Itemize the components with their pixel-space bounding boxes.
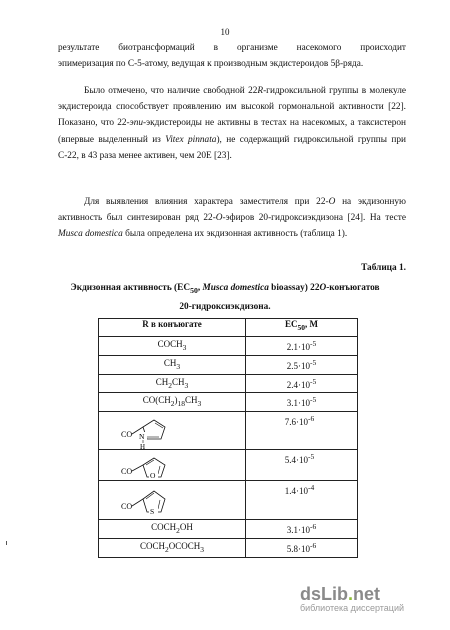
table-title: Экдизонная активность ($EC_{50}$, Musca domestica bioassay) 22O-конъюгатов 20-гидроксиэкдизона. [70,283,380,313]
table-row [99,337,358,356]
watermark-subtitle: библиотека диссертаций [300,603,405,613]
table-row [99,520,358,539]
cell-r-substituent: $CO(CH_2)_{18}CH_3$ [99,393,246,412]
table-caption: Таблица 1. [361,263,406,273]
table-row [99,412,358,450]
table-row [99,355,358,374]
thiophene-carbonyl-structure [99,481,245,519]
cell-ec50: $3.1\cdot 10^{-5}$ [246,393,358,412]
cell-ec50: $2.4\cdot 10^{-5}$ [246,374,358,393]
column-header-ec50: $EC_{50}$, M [246,319,358,337]
cell-ec50: $7.6\cdot 10^{-6}$ [246,412,358,450]
table-row [99,393,358,412]
table-row [99,481,358,520]
pyrrole-carbonyl-structure [99,412,245,449]
structure-atom-label: CO [121,430,133,440]
table-header-row [99,319,358,337]
structure-atom-label: H [140,443,146,450]
column-header-r: R в конъюгате [99,319,246,337]
watermark [300,584,440,613]
cell-r-substituent: $COCH_2OCOCH_3$ [99,538,246,557]
furan-carbonyl-structure [99,450,245,480]
paragraph-1 [58,40,406,72]
cell-r-structure [99,481,246,520]
watermark-logo: dsLib.net [300,584,381,604]
cell-ec50: $5.4\cdot 10^{-5}$ [246,450,358,481]
cell-r-substituent: $CH_3$ [99,355,246,374]
table-row [99,538,358,557]
cell-r-structure [99,412,246,450]
structure-atom-label: O [150,471,156,481]
paragraph-1-line-1: результате биотрансформаций в организме насекомого происходит [58,43,406,53]
structure-atom-label: N [139,432,145,442]
cell-r-substituent: $COCH_2OH$ [99,520,246,539]
cell-ec50: $2.5\cdot 10^{-5}$ [246,355,358,374]
page-number: 10 [220,27,230,37]
paragraph-2: Было отмечено, что наличие свободной 22R-гидроксильной группы в молекуле экдистероида способствует проявлению им высокой гормональной активности [22]. Показано, что 22-эпи-экдистероиды не активны в тестах на насекомых, а таксистерон (впервые выделенный из Vitex pinnata), не содержащий гидроксильной группы при С-22, в 43 раза менее активен, чем 20Е [23]. [58,86,407,161]
table-row [99,374,358,393]
paragraph-3: Для выявления влияния характера заместителя при 22-О на экдизонную активность был синтезирован ряд 22-О-эфиров 20-гидроксиэкдизона [24]. На тесте Musca domestica была определена их экдизонная активность (таблица 1). [58,197,406,240]
cell-ec50: $5.8\cdot 10^{-6}$ [246,538,358,557]
cell-ec50: $2.1\cdot 10^{-5}$ [246,337,358,356]
structure-atom-label: CO [121,467,133,477]
table-row [99,450,358,481]
cell-r-substituent: $COCH_3$ [99,337,246,356]
cell-r-substituent: $CH_2CH_3$ [99,374,246,393]
cell-ec50: $3.1\cdot 10^{-6}$ [246,520,358,539]
ecdysone-activity-table [98,318,358,558]
cell-ec50: $1.4\cdot 10^{-4}$ [246,481,358,520]
margin-mark [6,541,7,545]
cell-r-structure [99,450,246,481]
paragraph-1-line-2: эпимеризация по С-5-атому, ведущая к производным экдистероидов 5β-ряда. [58,59,364,70]
structure-atom-label: S [150,507,155,517]
structure-atom-label: CO [121,502,133,512]
